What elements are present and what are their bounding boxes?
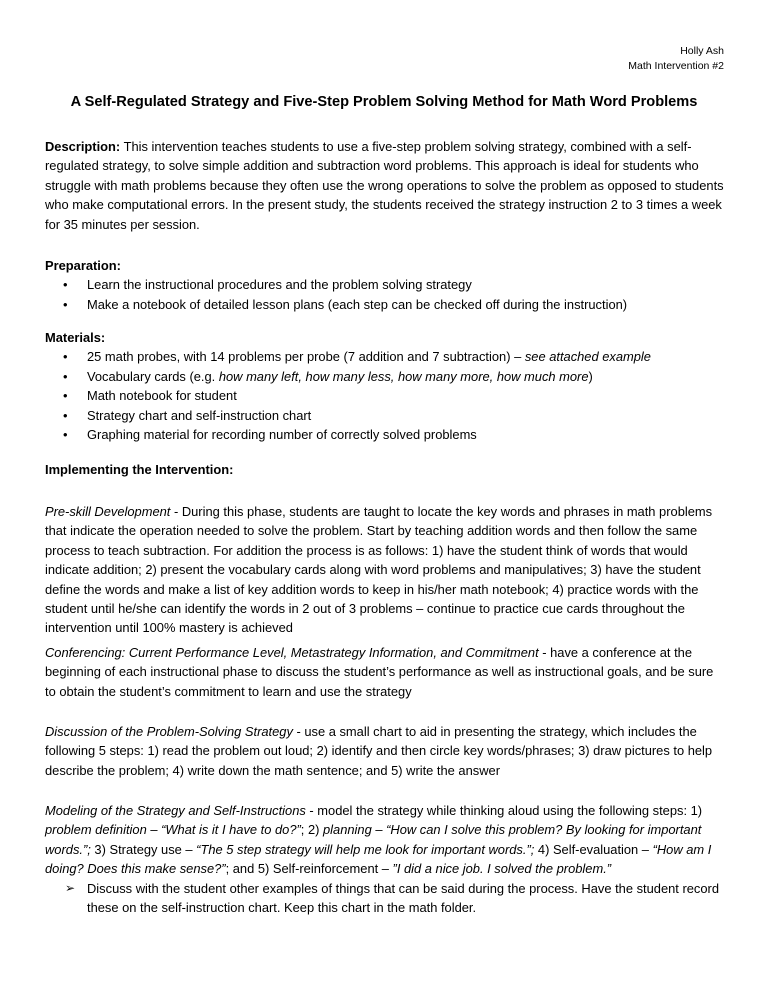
header-subtitle: Math Intervention #2 — [628, 60, 724, 72]
modeling-text: ; and 5) Self-reinforcement – — [225, 861, 393, 877]
materials-section — [45, 328, 725, 444]
list-item-text: Discuss with the student other examples of things that can be said during the process. Have the student record these on the self-instruction chart. Keep this chart in the math folder. — [87, 880, 719, 916]
modeling-text: ; 2) — [300, 822, 324, 838]
page-header — [628, 44, 724, 74]
modeling-text: 3) Strategy use – — [90, 841, 197, 857]
list-item: • Graphing material for recording number of correctly solved problems — [45, 425, 725, 444]
list-item: • Make a notebook of detailed lesson plans (each step can be checked off during the instruction) — [45, 295, 725, 314]
pre-skill-section — [45, 502, 725, 638]
list-item-text: 25 math probes, with 14 problems per probe (7 addition and 7 subtraction) – — [87, 349, 525, 365]
modeling-italic: “The 5 step strategy will help me look for important words.”; — [196, 841, 535, 857]
list-item-text: Vocabulary cards (e.g. — [87, 368, 219, 384]
pre-skill-text: - During this phase, students are taught to locate the key words and phrases in math problems that indicate the operation needed to solve the problem. Start by teaching addition words and then follow the same process to teach subtraction. For addition the process is as follows: 1) have the student think of words that would indicate addition; 2) present the vocabulary cards along with word problems and manipulatives; 3) have the student define the words and make a list of key addition words to keep in his/her math notebook; 4) practice words with the student until he/she can identify the words in 2 out of 3 problems – continue to practice cue cards throughout the intervention until 100% mastery is achieved — [45, 504, 713, 636]
discussion-paragraph — [45, 722, 725, 780]
modeling-italic: ”I did a nice job. I solved the problem.” — [392, 861, 612, 877]
list-item — [45, 879, 725, 918]
modeling-section — [45, 801, 725, 917]
materials-heading: Materials: — [45, 330, 106, 345]
list-item — [45, 347, 725, 366]
arrow-bullet-icon: ➢ — [65, 880, 76, 895]
description-paragraph — [45, 137, 725, 234]
author-name: Holly Ash — [680, 45, 724, 57]
conferencing-paragraph — [45, 643, 725, 701]
pre-skill-title: Pre-skill Development — [45, 504, 171, 519]
list-item: • Learn the instructional procedures and the problem solving strategy — [45, 275, 725, 294]
modeling-paragraph — [45, 801, 725, 879]
materials-list — [45, 347, 725, 444]
pre-skill-paragraph — [45, 502, 725, 638]
list-item: • Math notebook for student — [45, 386, 725, 405]
modeling-text: - model the strategy while thinking aloud using the following steps: 1) — [305, 803, 703, 818]
list-item-italic: see attached example — [524, 349, 651, 365]
discussion-text: - use a small chart to aid in presenting the strategy, which includes the following 5 steps: 1) read the problem out loud; 2) identify and then circle key words/phrases; 3) draw pictures to help describe the problem; 4) write down the math sentence; and 5) write the answer — [45, 724, 713, 778]
modeling-title: Modeling of the Strategy and Self-Instructions — [45, 803, 306, 818]
preparation-list — [45, 275, 725, 314]
modeling-italic: “How am I doing? Does this make sense?” — [45, 841, 712, 877]
list-item-text: ) — [588, 368, 593, 384]
discussion-title: Discussion of the Problem-Solving Strategy — [45, 724, 293, 739]
modeling-italic: planning – “How can I solve this problem? By looking for important words.”; — [45, 822, 702, 857]
conferencing-section — [45, 643, 725, 701]
document-title: A Self-Regulated Strategy and Five-Step Problem Solving Method for Math Word Problems — [70, 94, 698, 110]
implementing-heading-block — [45, 460, 725, 479]
conferencing-title: Conferencing: Current Performance Level, Metastrategy Information, and Commitment — [45, 645, 539, 660]
description-text: This intervention teaches students to use a five-step problem solving strategy, combined with a self-regulated strategy, to solve simple addition and subtraction word problems. This approach is ideal for students who struggle with math problems because they often use the wrong operations to solve the problem as opposed to students who make computational errors. In the present study, the students received the strategy instruction 2 to 3 times a week for 35 minutes per session. — [45, 139, 724, 232]
description-section — [45, 137, 725, 234]
implementing-heading: Implementing the Intervention: — [45, 462, 234, 477]
modeling-text: 4) Self-evaluation – — [534, 841, 653, 857]
description-label: Description: — [45, 139, 121, 154]
list-item — [45, 367, 725, 386]
list-item-italic: how many left, how many less, how many more, how much more — [218, 368, 589, 384]
discussion-section — [45, 722, 725, 780]
conferencing-text: - have a conference at the beginning of each instructional phase to discuss the student’s performance as well as instructional goals, and be sure to obtain the student’s commitment to learn and use the strategy — [45, 645, 714, 699]
preparation-heading: Preparation: — [45, 258, 121, 273]
preparation-section — [45, 256, 725, 314]
modeling-italic: problem definition – “What is it I have to do?” — [45, 822, 301, 838]
list-item: • Strategy chart and self-instruction chart — [45, 406, 725, 425]
